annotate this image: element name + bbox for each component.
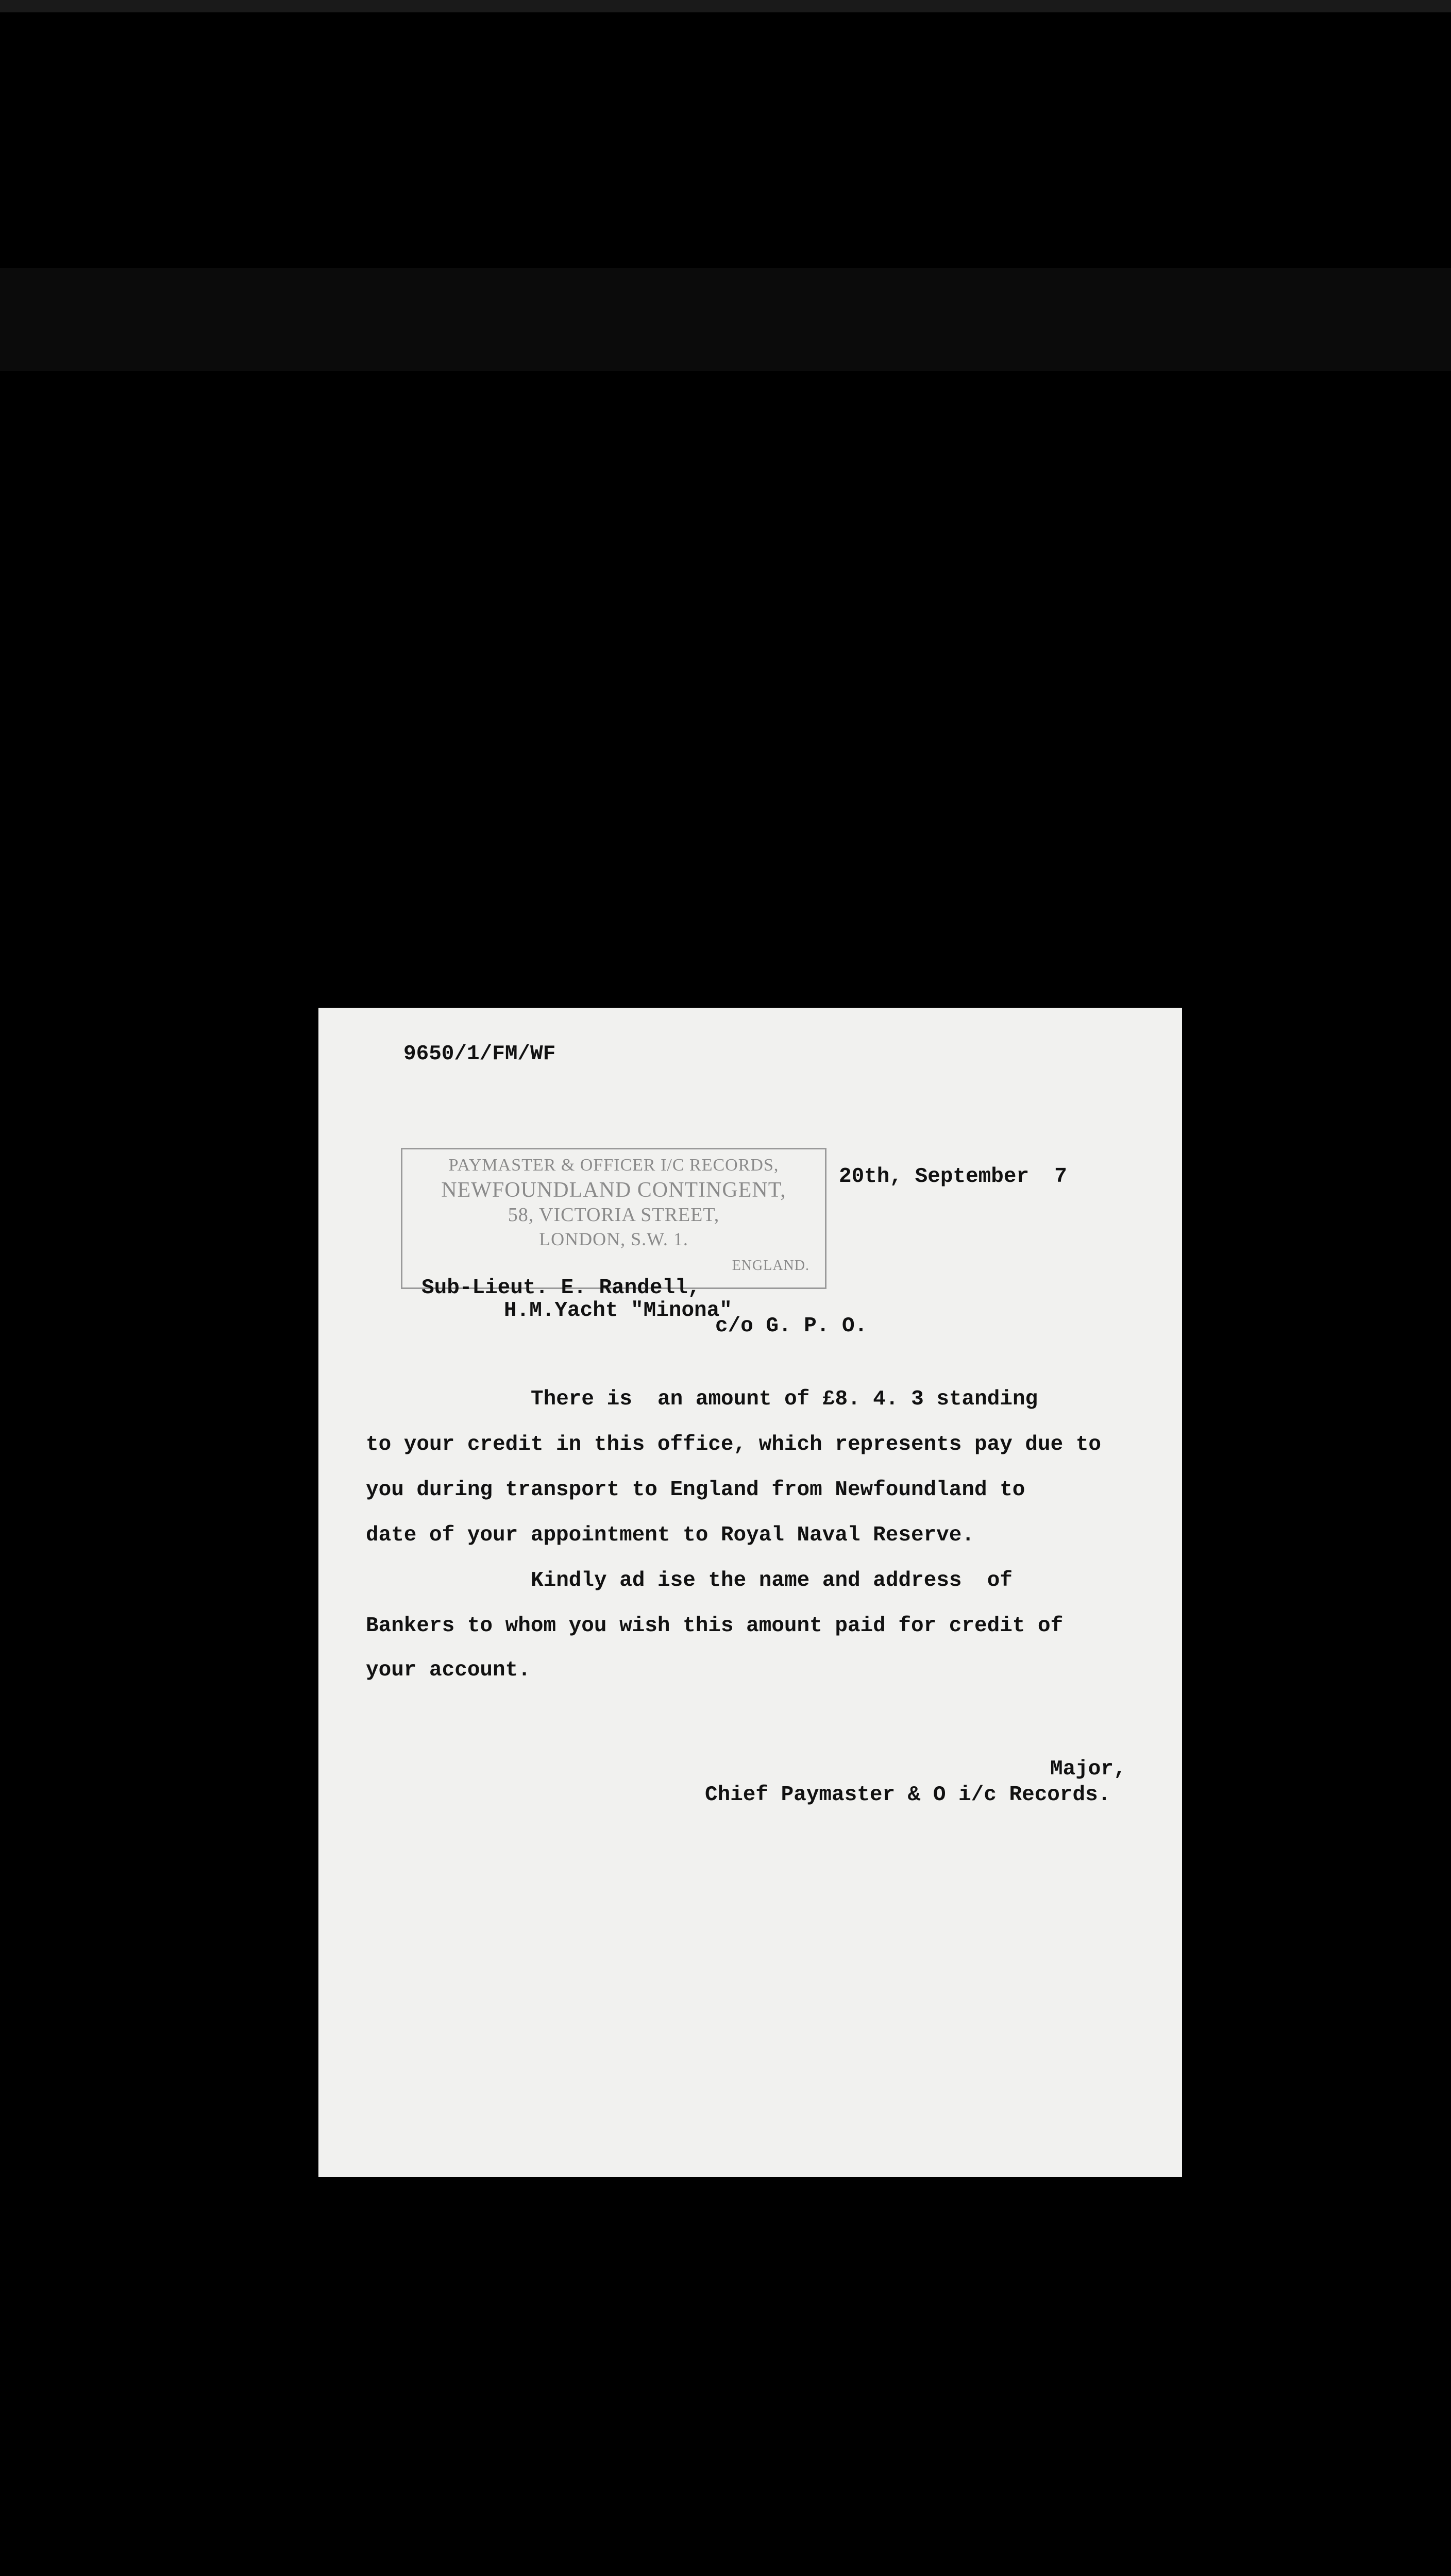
body-line-5: Kindly ad ise the name and address of: [531, 1569, 1013, 1592]
film-edge-top: [0, 0, 1451, 12]
stamp-line-5: ENGLAND.: [732, 1258, 809, 1274]
stamp-line-4: LONDON, S.W. 1.: [539, 1229, 688, 1249]
body-line-1: There is an amount of £8. 4. 3 standing: [531, 1387, 1038, 1411]
body-line-6: Bankers to whom you wish this amount paid for credit of: [366, 1614, 1064, 1638]
office-stamp: [401, 1148, 826, 1289]
body-line-2: to your credit in this office, which represents pay due to: [366, 1433, 1102, 1456]
stamp-line-3: 58, VICTORIA STREET,: [508, 1204, 720, 1226]
stamp-line-2: NEWFOUNDLAND CONTINGENT,: [441, 1178, 786, 1202]
film-edge-shadow: [0, 268, 1451, 371]
body-line-7: your account.: [366, 1658, 531, 1682]
body-line-3: you during transport to England from Newfoundland to: [366, 1478, 1025, 1502]
reference-number: 9650/1/FM/WF: [403, 1042, 556, 1066]
body-line-4: date of your appointment to Royal Naval Reserve.: [366, 1523, 974, 1547]
letter-date: 20th, September 7: [839, 1165, 1067, 1189]
recipient-vessel: H.M.Yacht "Minona": [504, 1299, 732, 1323]
stamp-line-1: PAYMASTER & OFFICER I/C RECORDS,: [448, 1156, 779, 1175]
letter-page: [318, 1008, 1182, 2177]
recipient-name: Sub-Lieut. E. Randell,: [421, 1276, 701, 1300]
recipient-care-of: c/o G. P. O.: [715, 1314, 868, 1338]
signature-rank: Major,: [1050, 1757, 1126, 1781]
signature-title: Chief Paymaster & O i/c Records.: [705, 1783, 1111, 1807]
